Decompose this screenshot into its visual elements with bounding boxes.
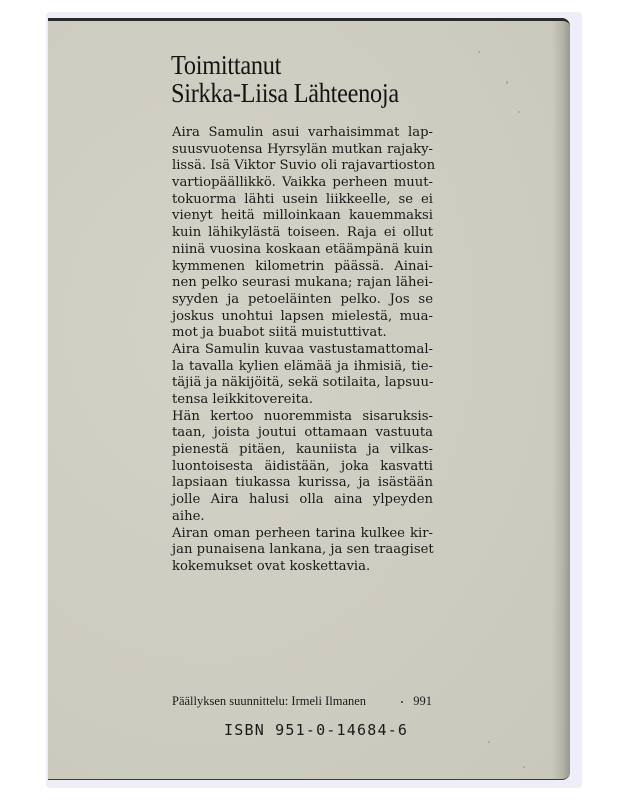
blurb-line: syyden ja petoeläinten pelko. Jos se [172,291,433,307]
isbn-number: ISBN 951-0-14684-6 [224,721,409,739]
blurb-line: suusvuotensa Hyrsylän mutkan rajaky- [172,141,433,157]
book-back-cover [48,18,570,780]
editor-name: Sirkka-Liisa Lähteenoja [171,78,399,108]
blurb-line: joskus unohtui lapsen mielestä, mua- [172,308,433,324]
blurb-line: tensa leikkitovereita. [172,392,314,407]
editor-label: Toimittanut [171,50,282,80]
blurb-line: jan punaisena lankana, ja sen traagiset [172,542,434,558]
blurb-line: niinä vuosina koskaan etäämpänä kuin [172,241,433,257]
blurb-line: la tavalla kylien elämää ja ihmisiä, tie- [172,358,433,374]
product-code: 991 [413,694,432,708]
blurb-line: täjiä ja näkijöitä, sekä sotilaita, lapsuu- [172,375,434,391]
paper-speck [523,766,525,768]
blurb-line: mot ja buabot siitä muistuttivat. [172,325,387,341]
blurb-line: kymmenen kilometrin päässä. Ainai- [172,258,433,274]
paper-speck [478,51,480,53]
blurb-line: Hän kertoo nuoremmista sisaruksis- [172,408,433,424]
paper-speck [506,81,508,84]
blurb-line: nen pelko seurasi mukana; rajan lähei- [172,275,433,291]
blurb-line: kuin lähikylästä toiseen. Raja ei ollut [172,225,433,241]
blurb-line: aihe. [172,508,205,524]
blurb-line: taan, joista joutui ottamaan vastuuta [172,425,433,441]
paper-speck [518,111,520,113]
editor-heading [171,51,399,107]
cover-design-credit-row [172,694,432,709]
blurb-line: Aira Samulin kuvaa vastustamattomal- [172,341,433,357]
paper-speck [488,741,490,743]
blurb-line: vienyt heitä milloinkaan kauemmaksi [172,208,433,224]
blurb-line: tokuorma lähti usein liikkeelle, se ei [172,191,433,207]
blurb-line: pienestä pitäen, kauniista ja vilkas- [172,442,433,458]
blurb-line: lissä. Isä Viktor Suvio oli rajavartioston [172,158,436,174]
blurb-line: jolle Aira halusi olla aina ylpeyden [172,492,433,508]
cover-design-credit: Päällyksen suunnittelu: Irmeli Ilmanen [172,694,367,708]
blurb-line: kokemukset ovat koskettavia. [172,558,371,574]
blurb-line: lapsiaan tiukassa kurissa, ja isästään [172,475,433,491]
separator-dot [401,701,403,703]
blurb-line: Aira Samulin asui varhaisimmat lap- [172,125,433,140]
blurb-line: Airan oman perheen tarina kulkee kir- [172,525,433,541]
blurb-line: luontoisesta äidistään, joka kasvatti [172,458,433,474]
blurb-text [172,125,436,576]
blurb-line: vartiopäällikkö. Vaikka perheen muut- [172,175,433,191]
